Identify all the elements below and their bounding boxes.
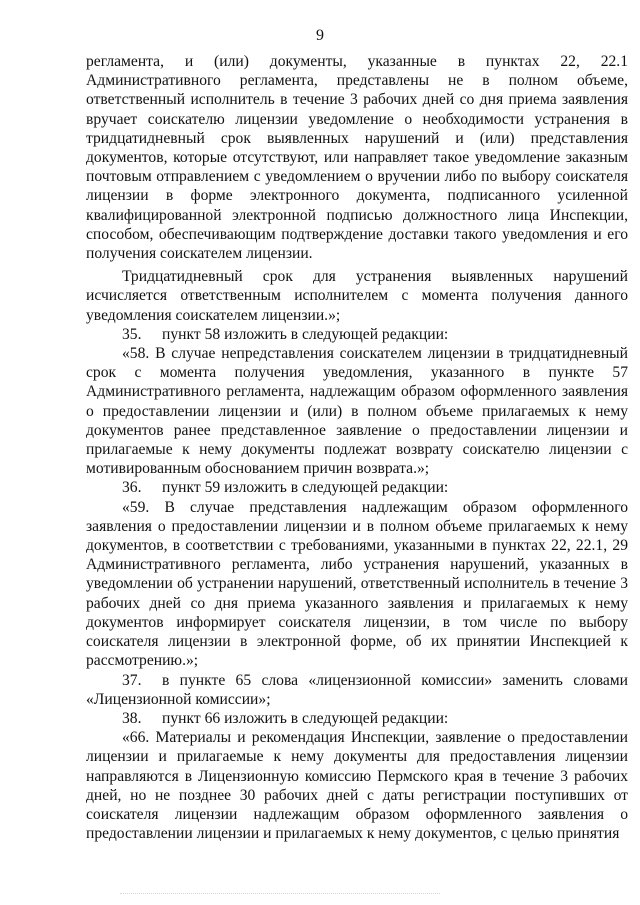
item-37 [86,671,628,709]
item-37-number: 37. [122,671,142,689]
document-body [86,52,628,843]
page-number: 9 [316,27,324,44]
item-35 [86,325,628,344]
item-38-number: 38. [122,709,142,727]
scan-artifact [120,893,440,897]
paragraph-continuation: регламента, и (или) документы, указанные в пунктах 22, 22.1 Административного регламента, представлены не в полном объеме, ответственный исполнитель в течение 3 рабочих дней со дня приема заявления вручает соискателю лицензии уведомление о необходимости устранения в тридцатидневный срок выявленных нарушений и (или) представления документов, которые отсутствуют, или направляет такое уведомление заказным почтовым отправлением с уведомлением о вручении либо по выбору соискателя лицензии в форме электронного документа, подписанного усиленной квалифицированной электронной подписью должностного лица Инспекции, способом, обеспечивающим подтверждение доставки такого уведомления и его получения соискателем лицензии. [86,53,628,263]
item-35-text: пункт 58 изложить в следующей редакции: [162,325,449,343]
item-36-quote: «59. В случае представления надлежащим образом оформленного заявления о предоставлении лицензии и в полном объеме прилагаемых к нему документов, в соответствии с требованиями, указанными в пунктах 22, 22.1, 29 Административного регламента, либо устранения нарушений, указанных в уведомлении об устранении нарушений, ответственный исполнитель в течение 3 рабочих дней со дня приема указанного заявления и прилагаемых к нему документов информирует соискателя лицензии, в том числе по выбору соискателя лицензии в электронной форме, об их принятии Инспекцией к рассмотрению.»; [86,498,628,670]
paragraph-deadline: Тридцатидневный срок для устранения выявленных нарушений исчисляется ответственным исполнителем с момента получения данного уведомления соискателем лицензии.»; [86,268,628,324]
item-36-text: пункт 59 изложить в следующей редакции: [162,479,449,497]
item-37-text: в пункте 65 слова «лицензионной комиссии» заменить словами «Лицензионной комиссии»; [86,671,628,708]
item-35-quote: «58. В случае непредставления соискателем лицензии в тридцатидневный срок с момента получения уведомления, указанного в пункте 57 Административного регламента, надлежащим образом оформленного заявления о предоставлении лицензии и (или) в полном объеме прилагаемых к нему документов ранее представленное заявление о предоставлении лицензии и прилагаемые к нему документы подлежат возврату соискателю лицензии с мотивированным обоснованием причин возврата.»; [86,345,628,478]
item-38-quote: «66. Материалы и рекомендация Инспекции, заявление о предоставлении лицензии и прилагаемые к нему документы для предоставления лицензии направляются в Лицензионную комиссию Пермского края в течение 3 рабочих дней, но не позднее 30 рабочих дней с даты регистрации поступивших от соискателя лицензии надлежащим образом оформленного заявления о предоставлении лицензии и прилагаемых к нему документов, с целью принятия [86,729,628,843]
item-36 [86,478,628,497]
item-36-number: 36. [122,479,142,497]
item-38 [86,709,628,728]
item-38-text: пункт 66 изложить в следующей редакции: [162,709,449,727]
item-35-number: 35. [122,325,142,343]
